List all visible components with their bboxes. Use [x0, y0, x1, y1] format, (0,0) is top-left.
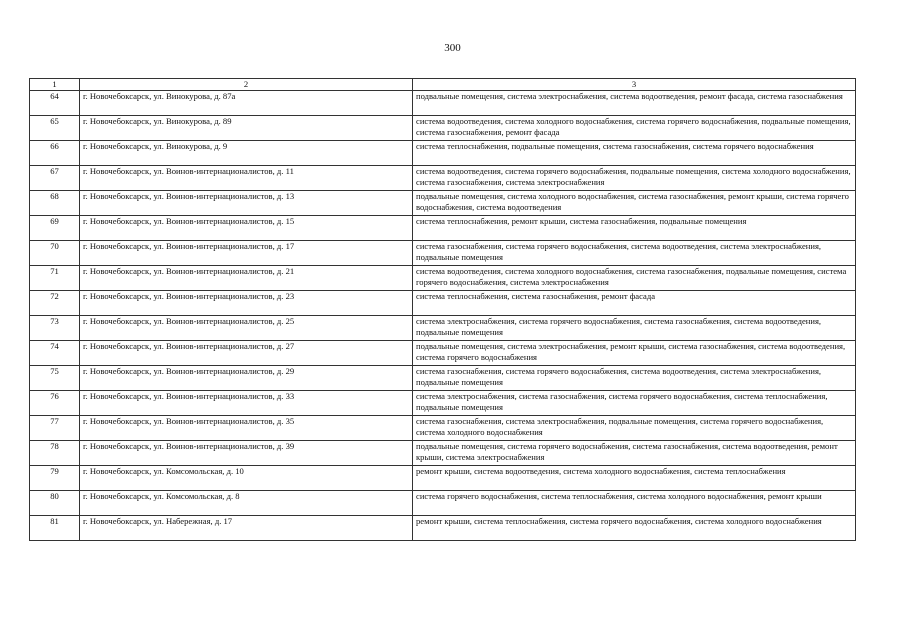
row-number-cell: 74: [30, 341, 80, 366]
table-row: [30, 291, 856, 316]
table-row: [30, 266, 856, 291]
table-header-row: [30, 79, 856, 91]
address-cell: г. Новочебоксарск, ул. Винокурова, д. 89: [80, 116, 413, 141]
table-row: [30, 491, 856, 516]
row-number-cell: 81: [30, 516, 80, 541]
address-cell: г. Новочебоксарск, ул. Воинов-интернационалистов, д. 13: [80, 191, 413, 216]
table-row: [30, 366, 856, 391]
works-cell: подвальные помещения, система электроснабжения, система водоотведения, ремонт фасада, система газоснабжения: [413, 91, 856, 116]
works-cell: система теплоснабжения, подвальные помещения, система газоснабжения, система горячего водоснабжения: [413, 141, 856, 166]
table-row: [30, 216, 856, 241]
address-cell: г. Новочебоксарск, ул. Воинов-интернационалистов, д. 27: [80, 341, 413, 366]
column-header-number: 1: [30, 79, 80, 91]
address-cell: г. Новочебоксарск, ул. Воинов-интернационалистов, д. 11: [80, 166, 413, 191]
column-header-works: 3: [413, 79, 856, 91]
row-number-cell: 67: [30, 166, 80, 191]
address-cell: г. Новочебоксарск, ул. Винокурова, д. 9: [80, 141, 413, 166]
works-cell: система теплоснабжения, система газоснабжения, ремонт фасада: [413, 291, 856, 316]
address-cell: г. Новочебоксарск, ул. Воинов-интернационалистов, д. 25: [80, 316, 413, 341]
row-number-cell: 73: [30, 316, 80, 341]
row-number-cell: 76: [30, 391, 80, 416]
works-table: [29, 78, 856, 541]
row-number-cell: 68: [30, 191, 80, 216]
address-cell: г. Новочебоксарск, ул. Воинов-интернационалистов, д. 21: [80, 266, 413, 291]
row-number-cell: 71: [30, 266, 80, 291]
works-cell: система водоотведения, система холодного водоснабжения, система газоснабжения, подвальные помещения, система горячего водоснабжения, система электроснабжения: [413, 266, 856, 291]
row-number-cell: 65: [30, 116, 80, 141]
works-cell: подвальные помещения, система электроснабжения, ремонт крыши, система газоснабжения, система водоотведения, система горячего водоснабжения: [413, 341, 856, 366]
table-row: [30, 191, 856, 216]
row-number-cell: 75: [30, 366, 80, 391]
table-row: [30, 391, 856, 416]
address-cell: г. Новочебоксарск, ул. Комсомольская, д. 8: [80, 491, 413, 516]
table-row: [30, 166, 856, 191]
address-cell: г. Новочебоксарск, ул. Воинов-интернационалистов, д. 35: [80, 416, 413, 441]
table-row: [30, 441, 856, 466]
works-cell: система теплоснабжения, ремонт крыши, система газоснабжения, подвальные помещения: [413, 216, 856, 241]
table-row: [30, 91, 856, 116]
table-body: [30, 79, 856, 541]
works-cell: система газоснабжения, система горячего водоснабжения, система водоотведения, система электроснабжения, подвальные помещения: [413, 241, 856, 266]
works-cell: система электроснабжения, система газоснабжения, система горячего водоснабжения, система теплоснабжения, подвальные помещения: [413, 391, 856, 416]
row-number-cell: 64: [30, 91, 80, 116]
table-row: [30, 341, 856, 366]
works-cell: ремонт крыши, система теплоснабжения, система горячего водоснабжения, система холодного водоснабжения: [413, 516, 856, 541]
works-cell: подвальные помещения, система холодного водоснабжения, система газоснабжения, ремонт крыши, система горячего водоснабжения, система водоотведения: [413, 191, 856, 216]
address-cell: г. Новочебоксарск, ул. Воинов-интернационалистов, д. 33: [80, 391, 413, 416]
row-number-cell: 72: [30, 291, 80, 316]
works-cell: система горячего водоснабжения, система теплоснабжения, система холодного водоснабжения, ремонт крыши: [413, 491, 856, 516]
address-cell: г. Новочебоксарск, ул. Воинов-интернационалистов, д. 15: [80, 216, 413, 241]
row-number-cell: 69: [30, 216, 80, 241]
row-number-cell: 78: [30, 441, 80, 466]
row-number-cell: 66: [30, 141, 80, 166]
row-number-cell: 79: [30, 466, 80, 491]
row-number-cell: 77: [30, 416, 80, 441]
table-row: [30, 316, 856, 341]
table-row: [30, 416, 856, 441]
address-cell: г. Новочебоксарск, ул. Воинов-интернационалистов, д. 17: [80, 241, 413, 266]
table-row: [30, 116, 856, 141]
works-cell: ремонт крыши, система водоотведения, система холодного водоснабжения, система теплоснабжения: [413, 466, 856, 491]
column-header-address: 2: [80, 79, 413, 91]
address-cell: г. Новочебоксарск, ул. Комсомольская, д. 10: [80, 466, 413, 491]
address-cell: г. Новочебоксарск, ул. Воинов-интернационалистов, д. 29: [80, 366, 413, 391]
address-cell: г. Новочебоксарск, ул. Винокурова, д. 87а: [80, 91, 413, 116]
works-cell: система водоотведения, система горячего водоснабжения, подвальные помещения, система холодного водоснабжения, система газоснабжения, система электроснабжения: [413, 166, 856, 191]
address-cell: г. Новочебоксарск, ул. Воинов-интернационалистов, д. 39: [80, 441, 413, 466]
row-number-cell: 80: [30, 491, 80, 516]
table-row: [30, 516, 856, 541]
works-cell: система газоснабжения, система горячего водоснабжения, система водоотведения, система электроснабжения, подвальные помещения: [413, 366, 856, 391]
address-cell: г. Новочебоксарск, ул. Воинов-интернационалистов, д. 23: [80, 291, 413, 316]
address-cell: г. Новочебоксарск, ул. Набережная, д. 17: [80, 516, 413, 541]
works-cell: подвальные помещения, система горячего водоснабжения, система газоснабжения, система водоотведения, ремонт крыши, система электроснабжения: [413, 441, 856, 466]
row-number-cell: 70: [30, 241, 80, 266]
works-cell: система водоотведения, система холодного водоснабжения, система горячего водоснабжения, подвальные помещения, система газоснабжения, ремонт фасада: [413, 116, 856, 141]
table-row: [30, 141, 856, 166]
table-row: [30, 241, 856, 266]
works-cell: система газоснабжения, система электроснабжения, подвальные помещения, система горячего водоснабжения, система холодного водоснабжения: [413, 416, 856, 441]
works-cell: система электроснабжения, система горячего водоснабжения, система газоснабжения, система водоотведения, подвальные помещения: [413, 316, 856, 341]
page-number: 300: [444, 42, 461, 54]
table-row: [30, 466, 856, 491]
